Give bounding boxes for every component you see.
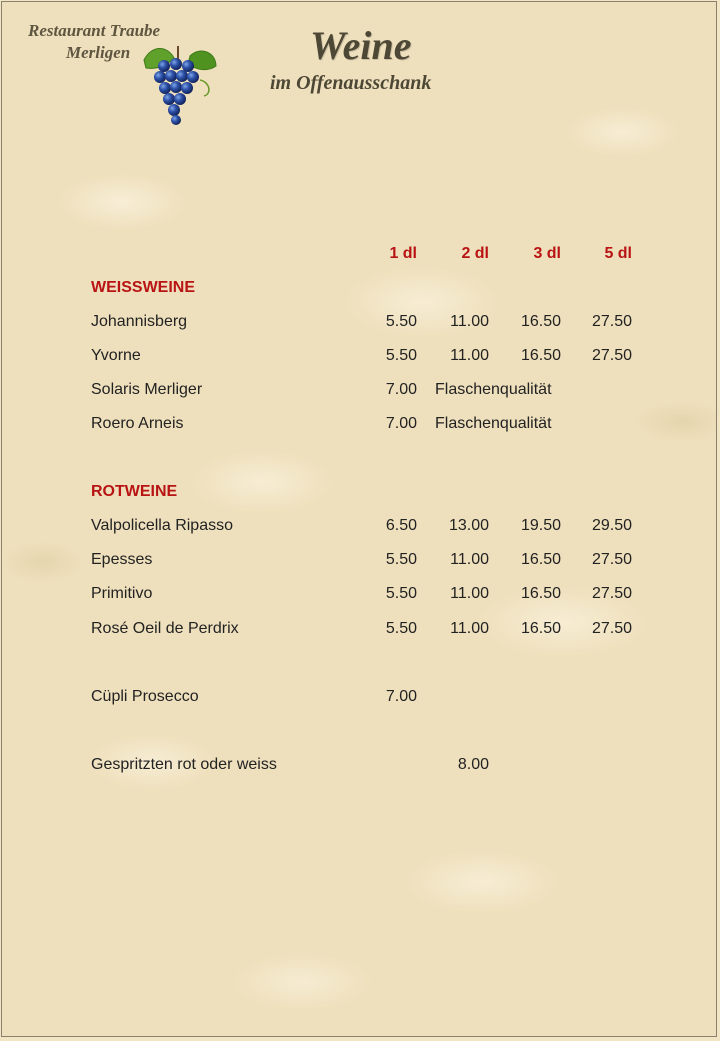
wine-row — [2, 413, 718, 435]
price-2dl: 13.00 — [448, 517, 489, 534]
menu-page — [1, 1, 717, 1037]
wine-name: Valpolicella Ripasso — [91, 517, 233, 534]
wine-name: Yvorne — [91, 347, 141, 364]
wine-row — [2, 379, 718, 401]
section-heading-white: WEISSWEINE — [91, 279, 196, 296]
extra-row — [2, 686, 718, 708]
price-1dl: 5.50 — [385, 620, 417, 637]
wine-name: Solaris Merliger — [91, 381, 203, 398]
page-title: Weine — [310, 23, 412, 68]
price-3dl: 16.50 — [520, 620, 561, 637]
price-1dl: 5.50 — [385, 585, 417, 602]
page-subtitle: im Offenausschank — [270, 72, 432, 94]
grapes-icon — [138, 40, 220, 128]
section-heading-row — [2, 481, 718, 503]
price-5dl: 29.50 — [591, 517, 632, 534]
wine-row — [2, 345, 718, 367]
restaurant-name-line1: Restaurant Traube — [28, 21, 161, 40]
price-1dl: 6.50 — [385, 517, 417, 534]
price-5dl: 27.50 — [591, 620, 632, 637]
price-3dl: 16.50 — [520, 347, 561, 364]
price-3dl: 19.50 — [520, 517, 561, 534]
price-2dl: 11.00 — [450, 313, 489, 330]
price-5dl: 27.50 — [591, 551, 632, 568]
price-5dl: 27.50 — [591, 313, 632, 330]
column-header-row — [2, 243, 718, 265]
column-header-3dl: 3 dl — [533, 245, 561, 262]
price-2dl: 11.00 — [450, 585, 489, 602]
price-1dl: 5.50 — [385, 313, 417, 330]
wine-name: Rosé Oeil de Perdrix — [91, 620, 239, 637]
bottle-quality-note: Flaschenqualität — [435, 381, 552, 398]
price-5dl: 27.50 — [591, 585, 632, 602]
wine-row — [2, 618, 718, 640]
extra-name: Gespritzten rot oder weiss — [91, 756, 277, 773]
price-2dl: 8.00 — [457, 756, 489, 773]
column-header-1dl: 1 dl — [389, 245, 417, 262]
section-heading-red: ROTWEINE — [91, 483, 178, 500]
column-header-5dl: 5 dl — [604, 245, 632, 262]
wine-name: Primitivo — [91, 585, 153, 602]
price-1dl: 5.50 — [385, 551, 417, 568]
price-3dl: 16.50 — [520, 313, 561, 330]
price-1dl: 7.00 — [385, 381, 417, 398]
price-5dl: 27.50 — [591, 347, 632, 364]
restaurant-name-line2: Merligen — [66, 43, 131, 62]
price-2dl: 11.00 — [450, 620, 489, 637]
extra-row — [2, 754, 718, 776]
price-1dl: 7.00 — [385, 415, 417, 432]
extra-name: Cüpli Prosecco — [91, 688, 199, 705]
price-2dl: 11.00 — [450, 551, 489, 568]
column-header-2dl: 2 dl — [461, 245, 489, 262]
wine-row — [2, 311, 718, 333]
wine-name: Roero Arneis — [91, 415, 184, 432]
price-1dl: 5.50 — [385, 347, 417, 364]
wine-row — [2, 583, 718, 605]
price-3dl: 16.50 — [520, 585, 561, 602]
wine-row — [2, 515, 718, 537]
price-2dl: 11.00 — [450, 347, 489, 364]
wine-name: Epesses — [91, 551, 153, 568]
wine-name: Johannisberg — [91, 313, 188, 330]
wine-row — [2, 549, 718, 571]
section-heading-row — [2, 277, 718, 299]
price-1dl: 7.00 — [385, 688, 417, 705]
bottle-quality-note: Flaschenqualität — [435, 415, 552, 432]
price-3dl: 16.50 — [520, 551, 561, 568]
